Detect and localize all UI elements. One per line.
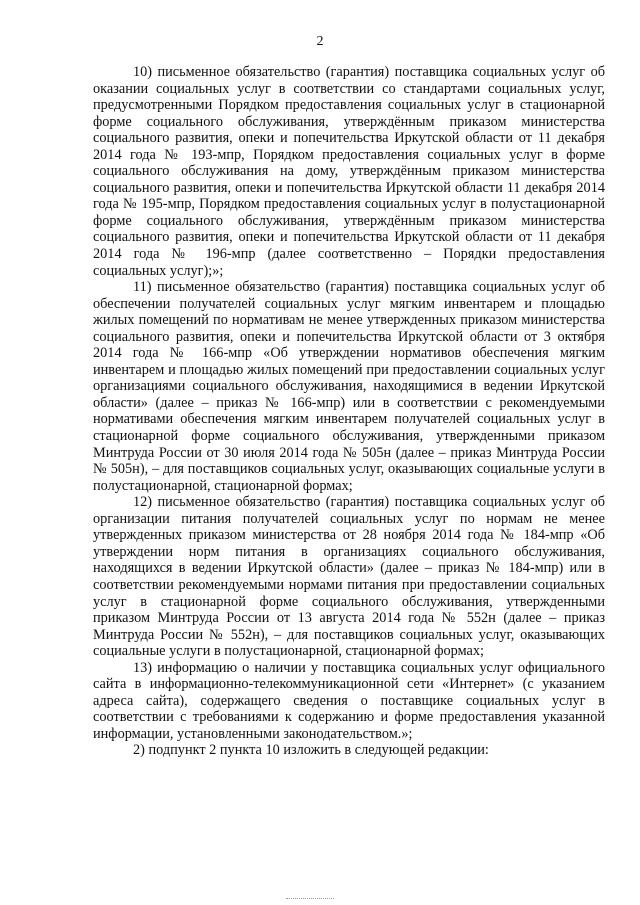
paragraph-item-10: 10) письменное обязательство (гарантия) поставщика социальных услуг об оказании социальных услуг в соответствии со стандартами социальных услуг, предусмотренными Порядком предоставления социальных услуг в стационарной форме социального обслуживания, утверждённым приказом министерства социального развития, опеки и попечительства Иркутской области от 11 декабря 2014 года № 193-мпр, Порядком предоставления социальных услуг в форме социального обслуживания на дому, утверждённым приказом министерства социального развития, опеки и попечительства Иркутской области 11 декабря 2014 года № 195-мпр, Порядком предоставления социальных услуг в полустационарной форме социального обслуживания, утверждённым приказом министерства социального развития, опеки и попечительства Иркутской области от 11 декабря 2014 года № 196-мпр (далее соответственно – Порядки предоставления социальных услуг);»;	[93, 64, 605, 279]
document-body	[93, 64, 605, 759]
paragraph-item-11: 11) письменное обязательство (гарантия) поставщика социальных услуг об обеспечении получателей социальных услуг мягким инвентарем и площадью жилых помещений по нормативам не менее утвержденных приказом министерства социального развития, опеки и попечительства Иркутской области от 3 октября 2014 года № 166-мпр «Об утверждении нормативов обеспечения мягким инвентарем и площадью жилых помещений при предоставлении социальных услуг организациями социального обслуживания, находящимися в ведении Иркутской области» (далее – приказ № 166-мпр) или в соответствии с рекомендуемыми нормативами обеспечения мягким инвентарем получателей социальных услуг в стационарной форме социального обслуживания, утвержденными приказом Минтруда России от 30 июля 2014 года № 505н (далее – приказ Минтруда России № 505н), – для поставщиков социальных услуг, оказывающих социальные услуги в полустационарной, стационарной формах;	[93, 279, 605, 494]
paragraph-item-13: 13) информацию о наличии у поставщика социальных услуг официального сайта в информационно-телекоммуникационной сети «Интернет» (с указанием адреса сайта), содержащего сведения о поставщике социальных услуг в соответствии с требованиями к содержанию и форме предоставления указанной информации, установленными законодательством.»;	[93, 659, 605, 742]
scan-artifact-line	[286, 898, 334, 900]
page-number: 2	[316, 34, 324, 49]
paragraph-subitem-2: 2) подпункт 2 пункта 10 изложить в следующей редакции:	[133, 742, 489, 759]
paragraph-item-12: 12) письменное обязательство (гарантия) поставщика социальных услуг об организации питания получателей социальных услуг по нормам не менее утвержденных приказом министерства от 28 ноября 2014 года № 184-мпр «Об утверждении норм питания в организациях социального обслуживания, находящихся в ведении Иркутской области» (далее – приказ № 184-мпр) или в соответствии рекомендуемыми нормами питания при предоставлении социальных услуг в стационарной форме социального обслуживания, утвержденными приказом Минтруда России от 13 августа 2014 года № 552н (далее – приказ Минтруда России № 552н), – для поставщиков социальных услуг, оказывающих социальные услуги в полустационарной, стационарной формах;	[93, 494, 605, 660]
